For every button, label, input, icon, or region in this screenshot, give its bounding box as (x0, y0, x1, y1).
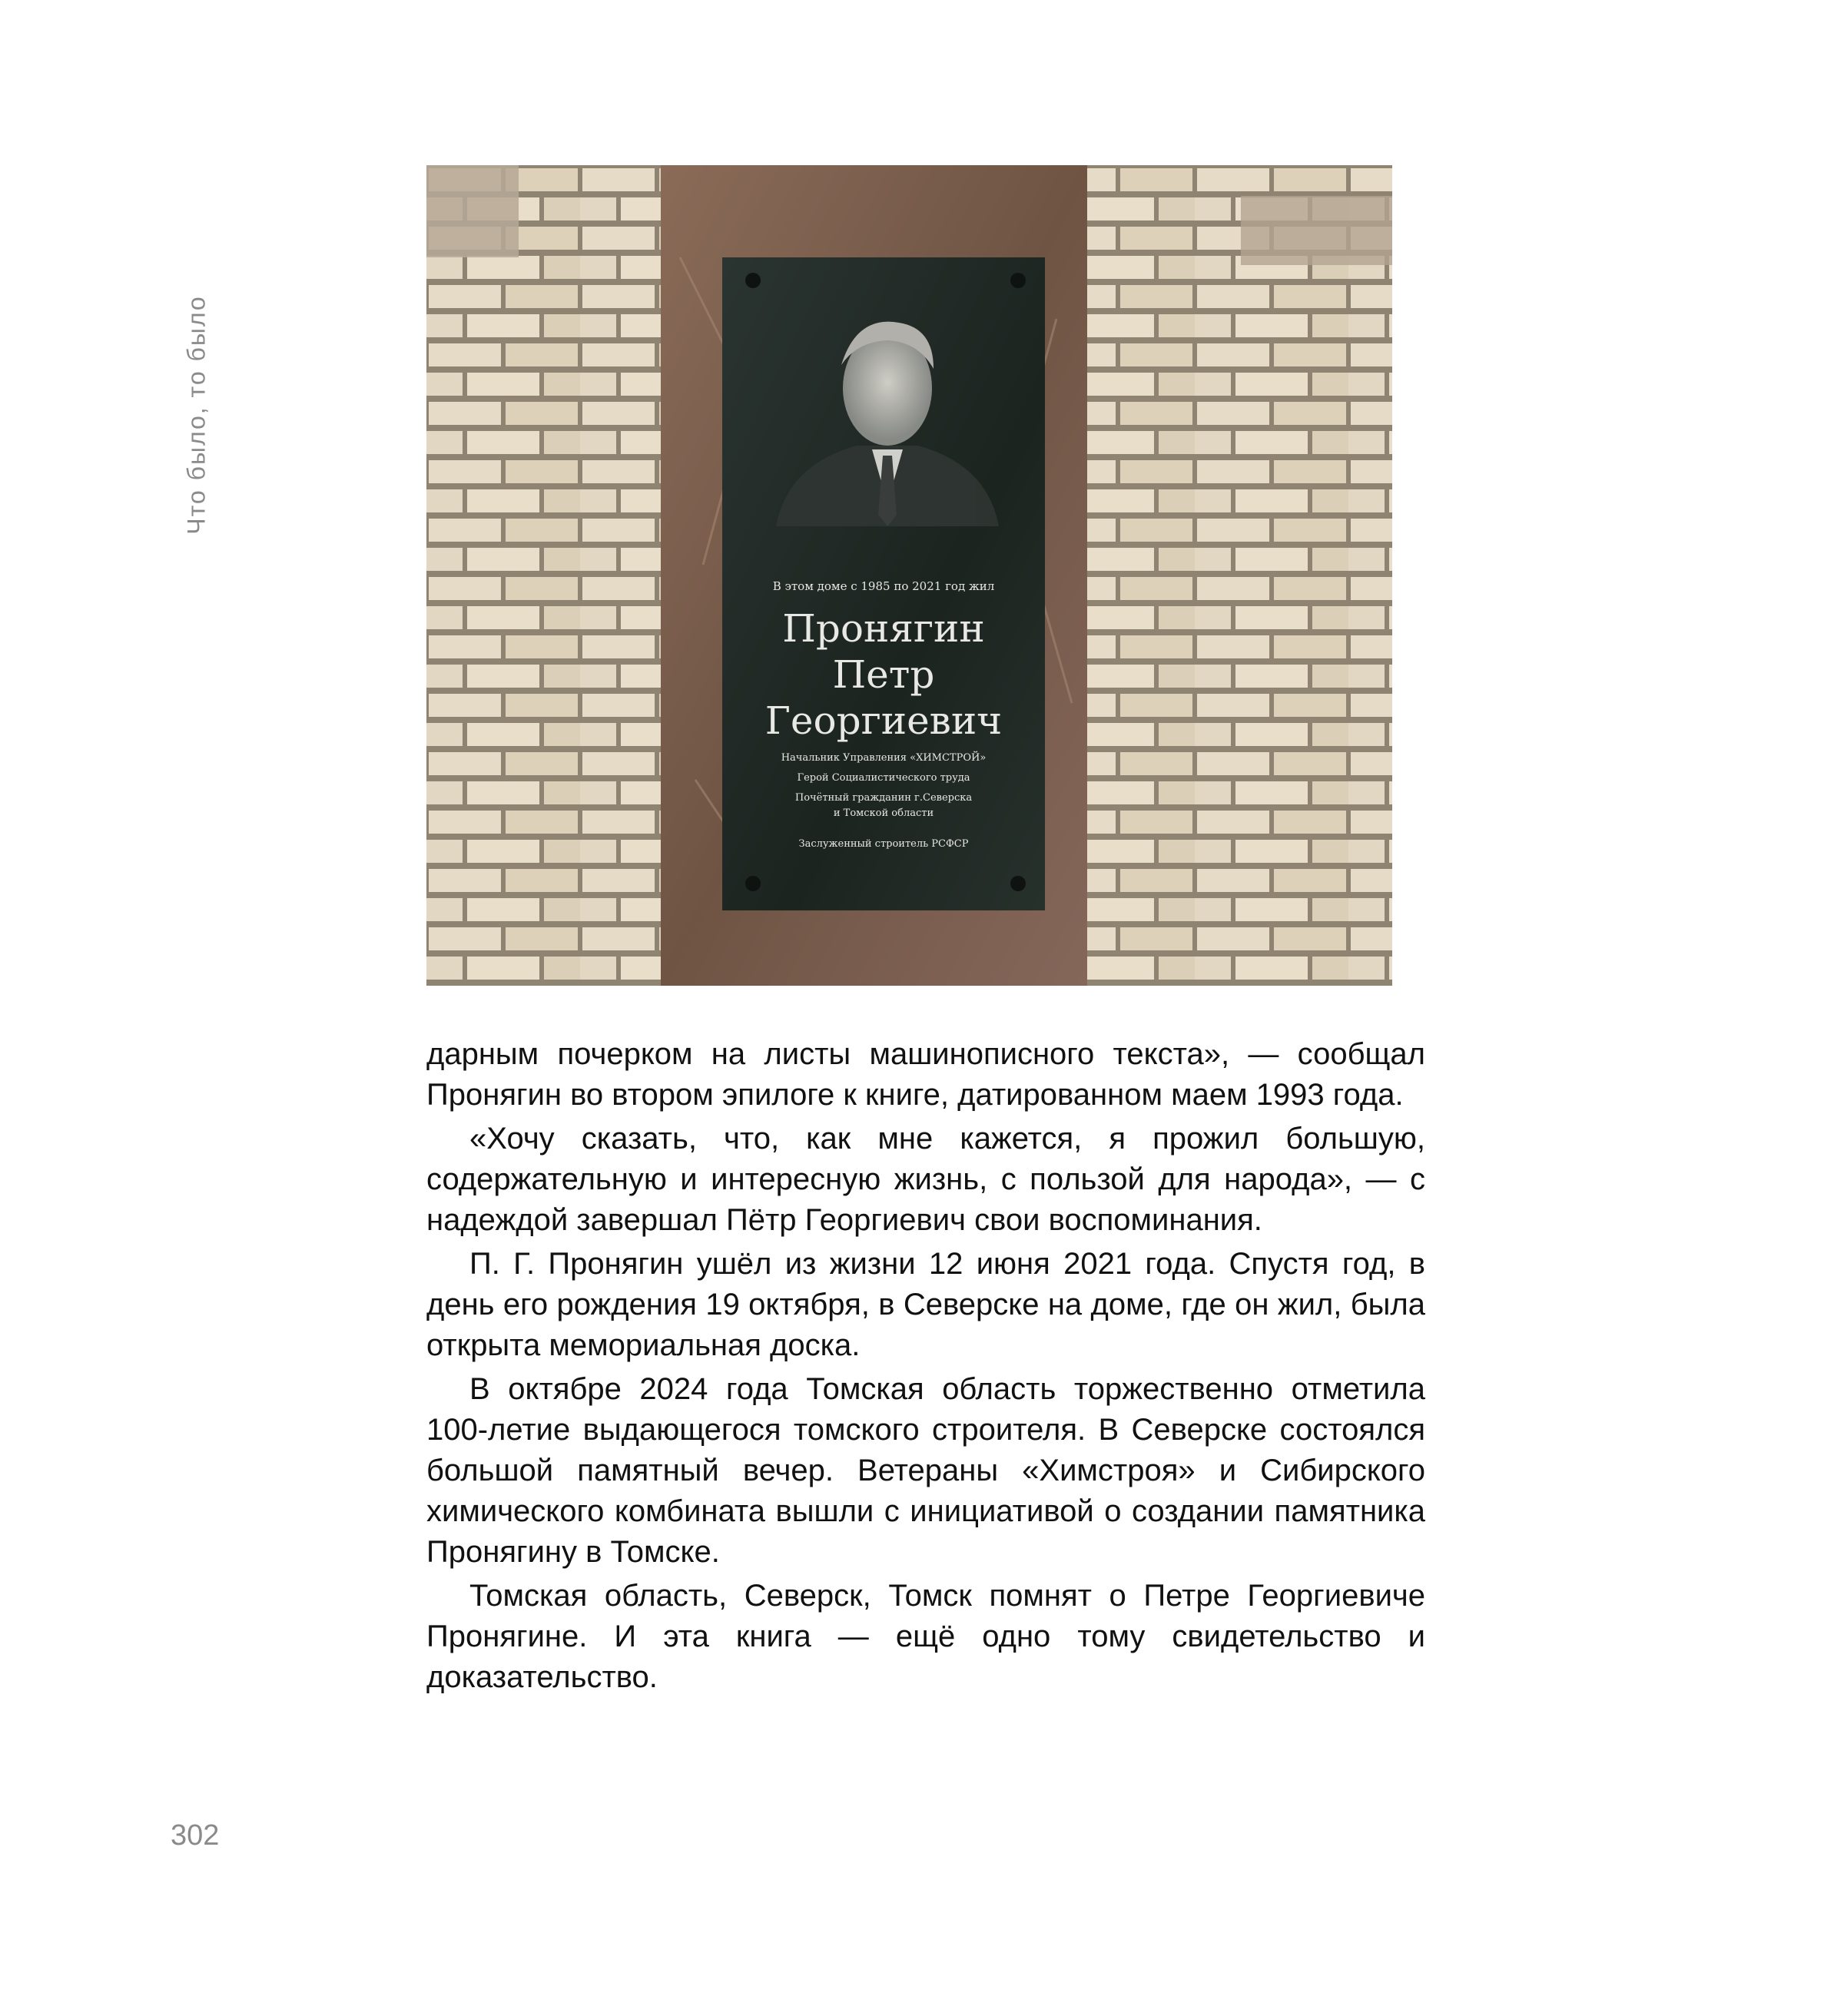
paragraph: П. Г. Пронягин ушёл из жизни 12 июня 2021 года. Спустя год, в день его рождения 19 октября, в Северске на доме, где он жил, была открыта мемориальная доска. (426, 1247, 1425, 1362)
main-text (426, 1034, 1425, 1698)
plaque-title-3: Почётный гражданин г.Северска (794, 792, 973, 804)
paragraph: Томская область, Северск, Томск помнят о Петре Георгиевиче Пронягине. И эта книга — ещё одно тому свидетельство и доказательство. (426, 1579, 1425, 1694)
plaque-surname: Пронягин (782, 606, 985, 651)
plaque-title-1: Начальник Управления «ХИМСТРОЙ» (781, 752, 987, 764)
plaque-title-4: и Томской области (833, 807, 934, 819)
running-head: Что было, то было (182, 295, 211, 535)
memorial-plaque-photo (426, 165, 1392, 986)
page-number: 302 (171, 1819, 220, 1852)
plaque-title-5: Заслуженный строитель РСФСР (798, 838, 969, 850)
paragraph: «Хочу сказать, что, как мне кажется, я прожил большую, содержательную и интересную жизнь, с пользой для народа», — с надеждой завершал Пётр Георгиевич свои воспоминания. (426, 1122, 1425, 1237)
plaque-given-name: Петр (832, 652, 935, 697)
paragraph: дарным почерком на листы машинописного текста», — сообщал Пронягин во втором эпилоге к книге, датированном маем 1993 года. (426, 1037, 1425, 1112)
plaque-patronymic: Георгиевич (764, 698, 1003, 743)
plaque-title-2: Герой Социалистического труда (797, 772, 970, 784)
photo-illustration (426, 165, 1392, 986)
plaque-intro: В этом доме с 1985 по 2021 год жил (772, 579, 995, 593)
paragraph: В октябре 2024 года Томская область торжественно отметила 100-летие выдающегося томского строителя. В Северске состоялся большой памятный вечер. Ветераны «Химстроя» и Сибирского химического комбината вышли с инициативой о создании памятника Пронягину в Томске. (426, 1372, 1425, 1569)
